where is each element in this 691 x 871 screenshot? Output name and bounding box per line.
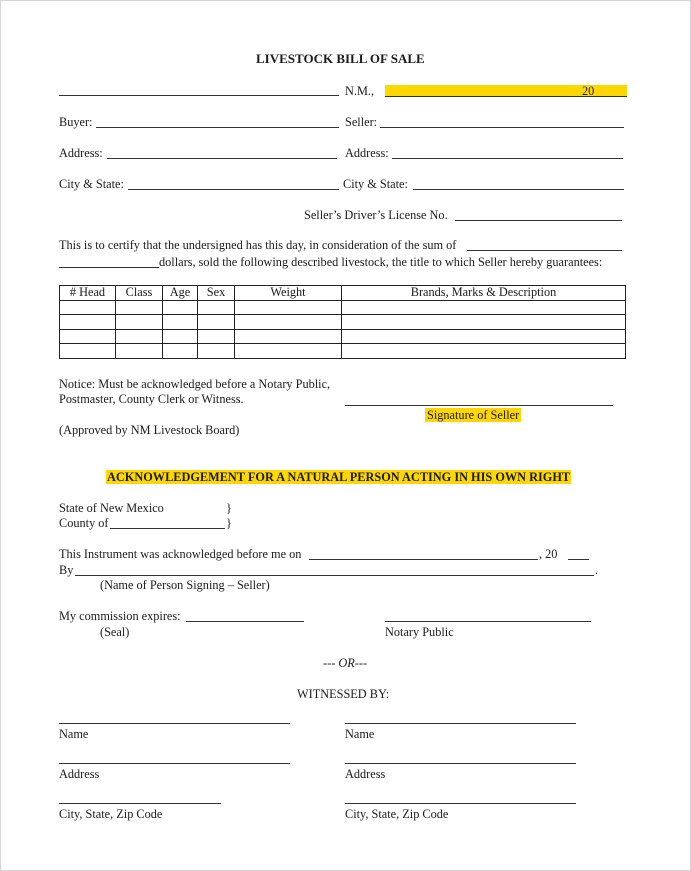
seller-address-field[interactable] (392, 158, 623, 159)
table-cell[interactable] (342, 344, 626, 359)
notice-line-2: Postmaster, County Clerk or Witness. (59, 392, 244, 406)
seller-signature-line[interactable] (345, 405, 613, 406)
col-brands: Brands, Marks & Description (342, 286, 626, 301)
signature-of-seller-label: Signature of Seller (427, 408, 520, 422)
commission-label: My commission expires: (59, 609, 181, 623)
ack-year-prefix: , 20 (539, 547, 558, 561)
col-weight: Weight (235, 286, 342, 301)
table-row (60, 329, 626, 344)
seller-label: Seller: (345, 115, 378, 129)
table-cell[interactable] (235, 329, 342, 344)
table-cell[interactable] (198, 344, 235, 359)
seller-field[interactable] (380, 127, 624, 128)
table-cell[interactable] (342, 300, 626, 315)
seller-city-state-field[interactable] (413, 189, 624, 190)
table-cell[interactable] (163, 300, 198, 315)
table-row (60, 315, 626, 330)
or-divider: --- OR--- (323, 656, 368, 670)
sum-field[interactable] (467, 250, 622, 251)
table-cell[interactable] (60, 329, 116, 344)
buyer-address-field[interactable] (107, 158, 337, 159)
table-cell[interactable] (235, 344, 342, 359)
buyer-city-state-field[interactable] (128, 189, 339, 190)
county-field[interactable] (110, 528, 225, 529)
buyer-address-label: Address: (59, 146, 103, 160)
witness-1-address-label: Address (59, 767, 100, 781)
table-cell[interactable] (163, 315, 198, 330)
col-class: Class (116, 286, 163, 301)
buyer-city-state-label: City & State: (59, 177, 124, 191)
acknowledged-date-field[interactable] (309, 559, 538, 560)
witness-1-city-label: City, State, Zip Code (59, 807, 163, 821)
table-cell[interactable] (116, 300, 163, 315)
seller-city-state-label: City & State: (343, 177, 408, 191)
col-sex: Sex (198, 286, 235, 301)
table-cell[interactable] (163, 344, 198, 359)
table-cell[interactable] (116, 344, 163, 359)
state-label: State of New Mexico (59, 501, 164, 515)
brace-2: } (226, 516, 232, 530)
by-period: . (595, 563, 599, 577)
approved-note: (Approved by NM Livestock Board) (59, 423, 240, 437)
table-cell[interactable] (342, 329, 626, 344)
witness-2-name-field[interactable] (345, 723, 576, 724)
brace-1: } (226, 501, 232, 515)
buyer-label: Buyer: (59, 115, 93, 129)
table-cell[interactable] (116, 329, 163, 344)
witness-1-address-field[interactable] (59, 763, 290, 764)
witness-2-city-label: City, State, Zip Code (345, 807, 449, 821)
instrument-text: This Instrument was acknowledged before me on (59, 547, 302, 561)
table-cell[interactable] (198, 329, 235, 344)
document-title: LIVESTOCK BILL OF SALE (256, 51, 425, 66)
seal-label: (Seal) (100, 625, 130, 639)
by-name-field[interactable] (75, 575, 594, 576)
witness-2-city-field[interactable] (345, 803, 576, 804)
license-field[interactable] (455, 220, 622, 221)
certify-line-1: This is to certify that the undersigned has this day, in consideration of the sum of (59, 238, 457, 252)
location-date-line[interactable] (59, 95, 339, 96)
table-cell[interactable] (342, 315, 626, 330)
witness-1-name-field[interactable] (59, 723, 290, 724)
commission-field[interactable] (186, 621, 304, 622)
witness-2-address-label: Address (345, 767, 386, 781)
acknowledgement-heading: ACKNOWLEDGEMENT FOR A NATURAL PERSON ACTING IN HIS OWN RIGHT (107, 470, 571, 484)
table-header-row (60, 286, 626, 301)
table-cell[interactable] (235, 300, 342, 315)
year-prefix: 20 (582, 84, 595, 98)
witness-1-name-label: Name (59, 727, 89, 741)
certify-line-2: dollars, sold the following described livestock, the title to which Seller hereby guarantees: (159, 255, 603, 269)
table-cell[interactable] (116, 315, 163, 330)
table-cell[interactable] (60, 300, 116, 315)
witness-1-city-field[interactable] (59, 803, 221, 804)
notary-public-label: Notary Public (385, 625, 454, 639)
livestock-table (59, 285, 626, 359)
dollars-field[interactable] (59, 267, 159, 268)
seller-address-label: Address: (345, 146, 389, 160)
table-row (60, 344, 626, 359)
table-row (60, 300, 626, 315)
name-note: (Name of Person Signing – Seller) (100, 578, 270, 592)
county-label: County of (59, 516, 109, 530)
table-cell[interactable] (198, 300, 235, 315)
buyer-field[interactable] (96, 127, 339, 128)
table-cell[interactable] (60, 315, 116, 330)
col-head: # Head (60, 286, 116, 301)
license-label: Seller’s Driver’s License No. (304, 208, 448, 222)
table-cell[interactable] (163, 329, 198, 344)
table-cell[interactable] (235, 315, 342, 330)
witness-2-address-field[interactable] (345, 763, 576, 764)
table-cell[interactable] (60, 344, 116, 359)
table-cell[interactable] (198, 315, 235, 330)
witnessed-heading: WITNESSED BY: (297, 687, 390, 701)
notice-line-1: Notice: Must be acknowledged before a Notary Public, (59, 377, 331, 391)
nm-label: N.M., (345, 84, 375, 98)
notary-signature-line[interactable] (385, 621, 591, 622)
ack-year-field[interactable] (568, 559, 589, 560)
witness-2-name-label: Name (345, 727, 375, 741)
by-label: By (59, 563, 74, 577)
col-age: Age (163, 286, 198, 301)
